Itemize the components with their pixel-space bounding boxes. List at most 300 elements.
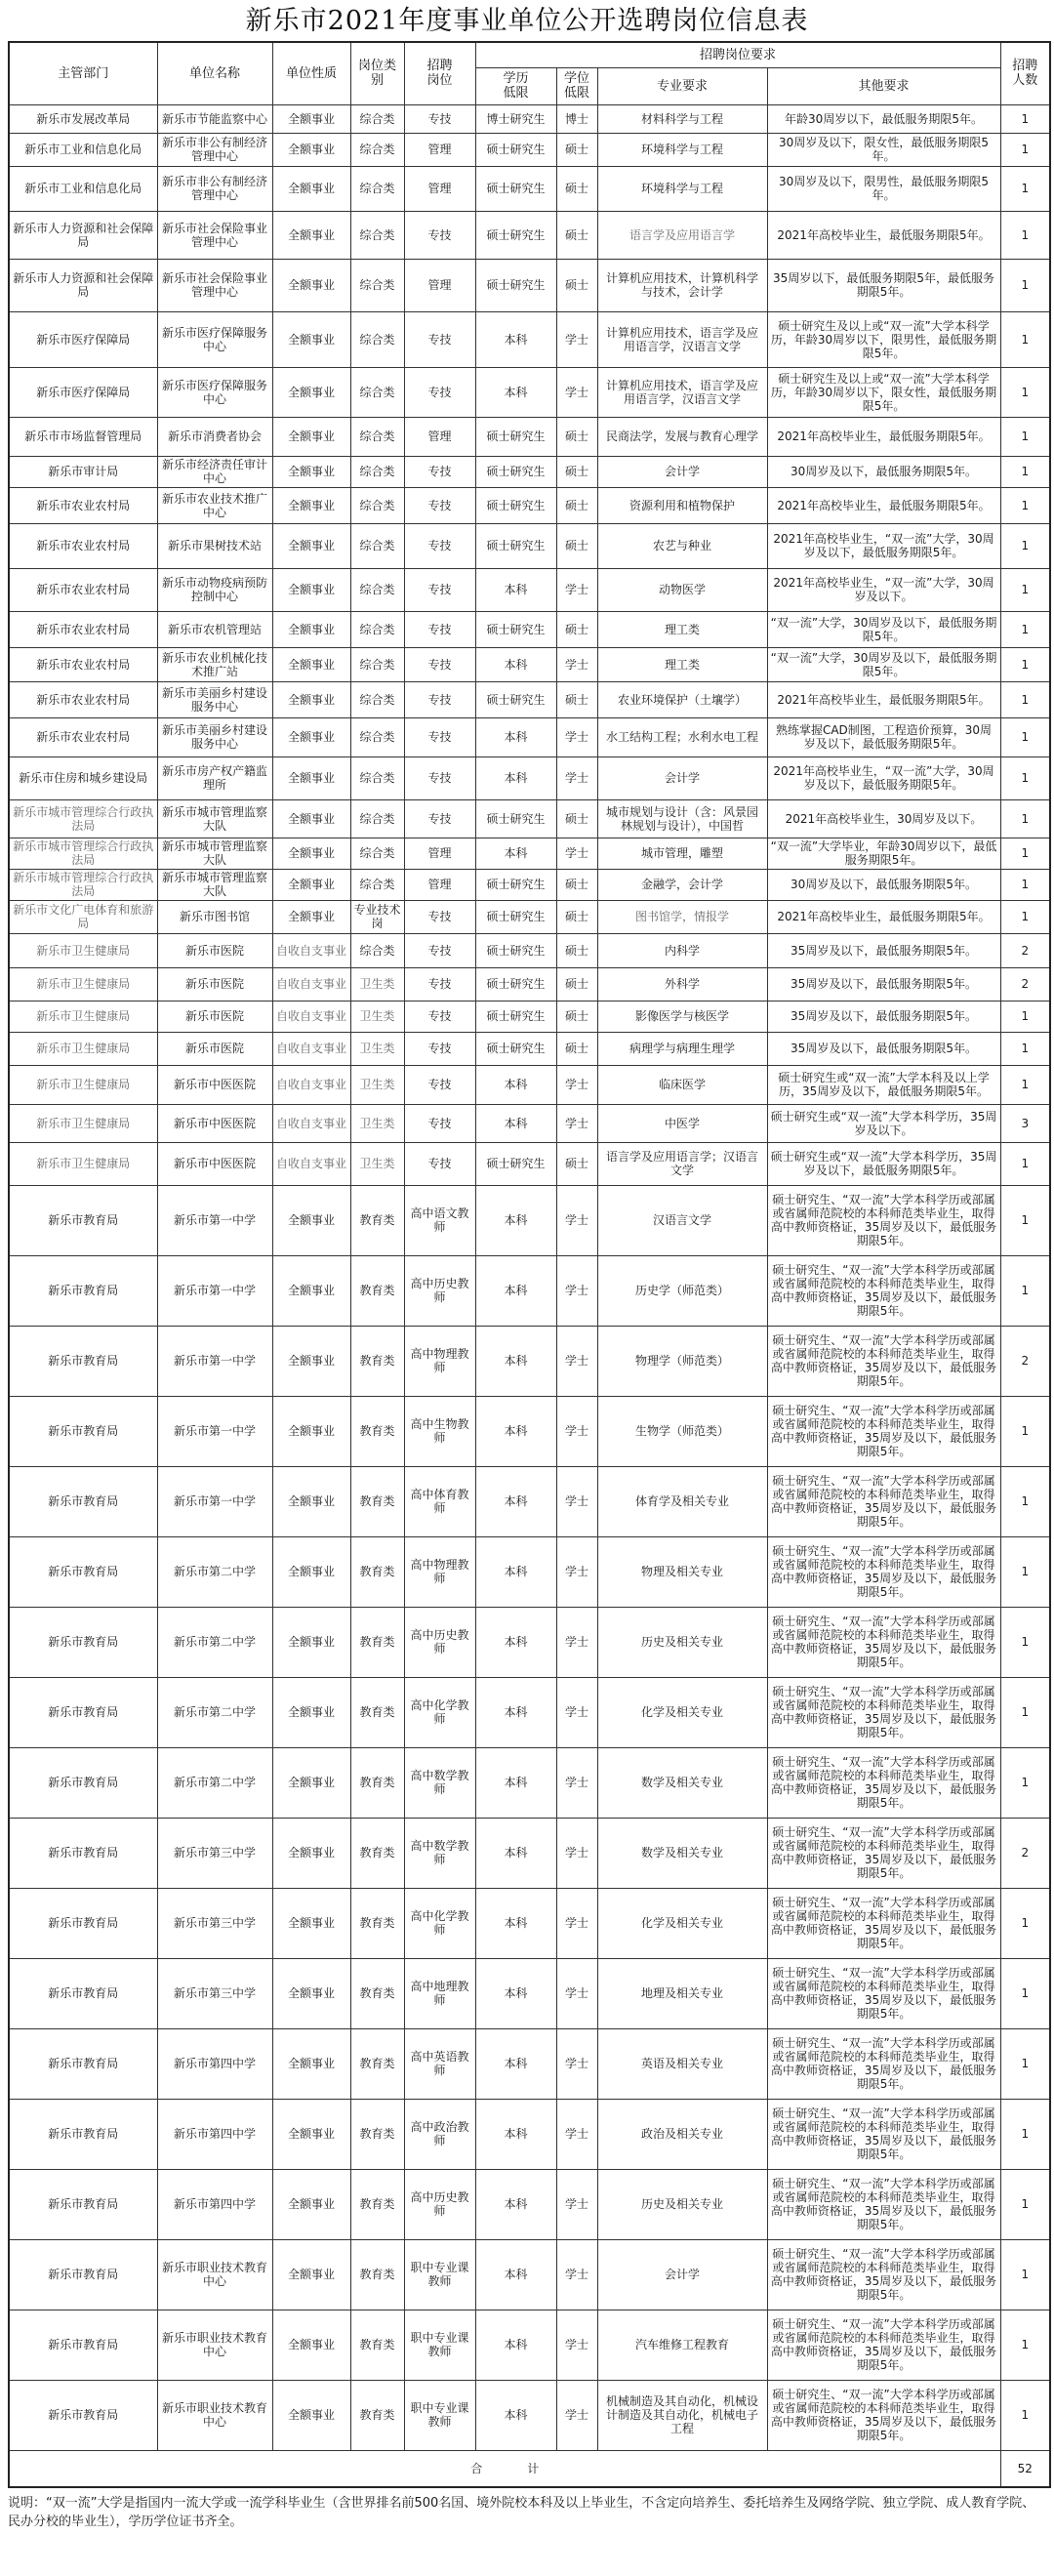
count-cell: 1 — [1000, 1255, 1050, 1326]
unit-cell: 新乐市图书馆 — [157, 900, 272, 933]
table-row — [9, 756, 1050, 799]
dept-cell: 新乐市教育局 — [9, 1466, 157, 1536]
nature-cell: 全额事业 — [272, 568, 350, 611]
unit-cell: 新乐市中医医院 — [157, 1104, 272, 1142]
other-cell: 硕士研究生、“双一流”大学本科学历或部属或省属师范院校的本科师范类毕业生，取得高中教师资格证，35周岁及以下，最低服务期限5年。 — [767, 1818, 1000, 1888]
degree-cell: 学士 — [556, 1818, 597, 1888]
dept-cell: 新乐市教育局 — [9, 1607, 157, 1677]
edu-cell: 硕士研究生 — [475, 611, 556, 647]
edu-cell: 硕士研究生 — [475, 166, 556, 211]
edu-cell: 本科 — [475, 2169, 556, 2239]
dept-cell: 新乐市发展改革局 — [9, 104, 157, 133]
degree-cell: 学士 — [556, 647, 597, 681]
unit-cell: 新乐市医疗保障服务中心 — [157, 367, 272, 417]
major-cell: 农艺与种业 — [597, 523, 767, 568]
degree-cell: 学士 — [556, 2169, 597, 2239]
table-row — [9, 2239, 1050, 2310]
degree-cell: 硕士 — [556, 211, 597, 259]
post-cell: 管理 — [404, 133, 475, 166]
post-cell: 管理 — [404, 166, 475, 211]
post-cell: 高中历史教师 — [404, 2169, 475, 2239]
edu-cell: 硕士研究生 — [475, 487, 556, 523]
other-cell: 35周岁以下，最低服务期限5年，最低服务期限5年。 — [767, 259, 1000, 311]
major-cell: 计算机应用技术，计算机科学与技术，会计学 — [597, 259, 767, 311]
other-cell: 硕士研究生及以上或“双一流”大学本科学历，年龄30周岁以下，限女性，最低服务期限5年。 — [767, 367, 1000, 417]
table-row — [9, 2099, 1050, 2169]
major-cell: 历史及相关专业 — [597, 2169, 767, 2239]
dept-cell: 新乐市教育局 — [9, 2169, 157, 2239]
dept-cell: 新乐市卫生健康局 — [9, 967, 157, 1001]
dept-cell: 新乐市农业农村局 — [9, 717, 157, 756]
category-cell: 专业技术岗 — [350, 900, 404, 933]
dept-cell: 新乐市城市管理综合行政执法局 — [9, 869, 157, 900]
table-row — [9, 1104, 1050, 1142]
post-cell: 专技 — [404, 967, 475, 1001]
category-cell: 综合类 — [350, 838, 404, 869]
table-row — [9, 2028, 1050, 2099]
dept-cell: 新乐市农业农村局 — [9, 681, 157, 717]
degree-cell: 硕士 — [556, 1032, 597, 1065]
degree-cell: 学士 — [556, 2310, 597, 2380]
edu-cell: 本科 — [475, 2239, 556, 2310]
count-cell: 1 — [1000, 756, 1050, 799]
post-cell: 高中语文教师 — [404, 1185, 475, 1255]
table-row — [9, 211, 1050, 259]
table-row — [9, 1065, 1050, 1104]
category-cell: 教育类 — [350, 1818, 404, 1888]
degree-cell: 硕士 — [556, 166, 597, 211]
post-cell: 高中历史教师 — [404, 1255, 475, 1326]
category-cell: 教育类 — [350, 1677, 404, 1747]
post-cell: 专技 — [404, 647, 475, 681]
unit-cell: 新乐市第二中学 — [157, 1747, 272, 1818]
count-cell: 1 — [1000, 1958, 1050, 2028]
nature-cell: 全额事业 — [272, 166, 350, 211]
count-cell: 1 — [1000, 487, 1050, 523]
unit-cell: 新乐市房产权产籍监理所 — [157, 756, 272, 799]
category-cell: 综合类 — [350, 647, 404, 681]
major-cell: 计算机应用技术，语言学及应用语言学，汉语言文学 — [597, 367, 767, 417]
edu-cell: 硕士研究生 — [475, 933, 556, 967]
post-cell: 专技 — [404, 487, 475, 523]
table-row — [9, 1032, 1050, 1065]
count-cell: 1 — [1000, 611, 1050, 647]
post-cell: 高中化学教师 — [404, 1888, 475, 1958]
category-cell: 综合类 — [350, 933, 404, 967]
nature-cell: 全额事业 — [272, 133, 350, 166]
dept-cell: 新乐市医疗保障局 — [9, 367, 157, 417]
count-cell: 1 — [1000, 211, 1050, 259]
nature-cell: 全额事业 — [272, 2169, 350, 2239]
category-cell: 综合类 — [350, 259, 404, 311]
degree-cell: 学士 — [556, 756, 597, 799]
count-cell: 1 — [1000, 1065, 1050, 1104]
other-cell: “双一流”大学毕业，年龄30周岁以下，最低服务期限5年。 — [767, 838, 1000, 869]
nature-cell: 全额事业 — [272, 1888, 350, 1958]
edu-cell: 本科 — [475, 2099, 556, 2169]
table-row — [9, 487, 1050, 523]
post-cell: 高中政治教师 — [404, 2099, 475, 2169]
dept-cell: 新乐市教育局 — [9, 1255, 157, 1326]
degree-cell: 学士 — [556, 2380, 597, 2450]
count-cell: 1 — [1000, 1001, 1050, 1032]
category-cell: 综合类 — [350, 611, 404, 647]
table-row — [9, 647, 1050, 681]
nature-cell: 全额事业 — [272, 2099, 350, 2169]
category-cell: 卫生类 — [350, 1065, 404, 1104]
degree-cell: 学士 — [556, 2239, 597, 2310]
edu-cell: 硕士研究生 — [475, 133, 556, 166]
category-cell: 教育类 — [350, 1607, 404, 1677]
other-cell: 硕士研究生、“双一流”大学本科学历或部属或省属师范院校的本科师范类毕业生，取得高中教师资格证，35周岁及以下，最低服务期限5年。 — [767, 2380, 1000, 2450]
post-cell: 专技 — [404, 717, 475, 756]
unit-cell: 新乐市第三中学 — [157, 1888, 272, 1958]
major-cell: 城市管理，雕塑 — [597, 838, 767, 869]
other-cell: 硕士研究生及以上或“双一流”大学本科学历，年龄30周岁以下，限男性，最低服务期限5年。 — [767, 311, 1000, 367]
category-cell: 教育类 — [350, 1888, 404, 1958]
major-cell: 外科学 — [597, 967, 767, 1001]
table-row — [9, 1466, 1050, 1536]
nature-cell: 自收自支事业 — [272, 933, 350, 967]
table-row — [9, 1001, 1050, 1032]
unit-cell: 新乐市职业技术教育中心 — [157, 2310, 272, 2380]
unit-cell: 新乐市城市管理监察大队 — [157, 838, 272, 869]
table-row — [9, 1185, 1050, 1255]
degree-cell: 学士 — [556, 838, 597, 869]
category-cell: 综合类 — [350, 456, 404, 487]
edu-cell: 本科 — [475, 1536, 556, 1607]
major-cell: 体育学及相关专业 — [597, 1466, 767, 1536]
header-count-label: 招聘人数 — [1012, 59, 1038, 89]
edu-cell: 硕士研究生 — [475, 211, 556, 259]
other-cell: 30周岁及以下，最低服务期限5年。 — [767, 456, 1000, 487]
table-row — [9, 259, 1050, 311]
edu-cell: 硕士研究生 — [475, 1032, 556, 1065]
unit-cell: 新乐市第二中学 — [157, 1536, 272, 1607]
edu-cell: 本科 — [475, 2310, 556, 2380]
dept-cell: 新乐市教育局 — [9, 1396, 157, 1466]
count-cell: 1 — [1000, 1677, 1050, 1747]
nature-cell: 全额事业 — [272, 259, 350, 311]
nature-cell: 全额事业 — [272, 1326, 350, 1396]
edu-cell: 本科 — [475, 2028, 556, 2099]
unit-cell: 新乐市医院 — [157, 967, 272, 1001]
edu-cell: 本科 — [475, 367, 556, 417]
category-cell: 教育类 — [350, 2028, 404, 2099]
unit-cell: 新乐市非公有制经济管理中心 — [157, 133, 272, 166]
nature-cell: 全额事业 — [272, 647, 350, 681]
edu-cell: 本科 — [475, 2380, 556, 2450]
degree-cell: 硕士 — [556, 259, 597, 311]
dept-cell: 新乐市教育局 — [9, 2380, 157, 2450]
edu-cell: 硕士研究生 — [475, 869, 556, 900]
table-row — [9, 1396, 1050, 1466]
post-cell: 专技 — [404, 211, 475, 259]
dept-cell: 新乐市市场监督管理局 — [9, 417, 157, 456]
count-cell: 1 — [1000, 2310, 1050, 2380]
post-cell: 职中专业课教师 — [404, 2310, 475, 2380]
count-cell: 1 — [1000, 166, 1050, 211]
degree-cell: 学士 — [556, 1747, 597, 1818]
edu-cell: 本科 — [475, 756, 556, 799]
category-cell: 教育类 — [350, 1747, 404, 1818]
other-cell: 硕士研究生、“双一流”大学本科学历或部属或省属师范院校的本科师范类毕业生，取得高中教师资格证，35周岁及以下，最低服务期限5年。 — [767, 1255, 1000, 1326]
count-cell: 1 — [1000, 367, 1050, 417]
nature-cell: 全额事业 — [272, 1185, 350, 1255]
category-cell: 综合类 — [350, 417, 404, 456]
edu-cell: 硕士研究生 — [475, 456, 556, 487]
table-row — [9, 166, 1050, 211]
count-cell: 3 — [1000, 1104, 1050, 1142]
category-cell: 综合类 — [350, 487, 404, 523]
edu-cell: 硕士研究生 — [475, 967, 556, 1001]
table-row — [9, 1326, 1050, 1396]
other-cell: 硕士研究生或“双一流”大学本科学历，35周岁及以下，最低服务期限5年。 — [767, 1142, 1000, 1185]
table-row — [9, 1142, 1050, 1185]
other-cell: 30周岁及以下，限男性，最低服务期限5年。 — [767, 166, 1000, 211]
dept-cell: 新乐市卫生健康局 — [9, 1001, 157, 1032]
count-cell: 1 — [1000, 1536, 1050, 1607]
nature-cell: 自收自支事业 — [272, 1142, 350, 1185]
count-cell: 1 — [1000, 647, 1050, 681]
nature-cell: 全额事业 — [272, 2380, 350, 2450]
category-cell: 卫生类 — [350, 967, 404, 1001]
unit-cell: 新乐市农业技术推广中心 — [157, 487, 272, 523]
count-cell: 1 — [1000, 523, 1050, 568]
count-cell: 1 — [1000, 1142, 1050, 1185]
dept-cell: 新乐市教育局 — [9, 1326, 157, 1396]
post-cell: 专技 — [404, 367, 475, 417]
post-cell: 专技 — [404, 900, 475, 933]
category-cell: 综合类 — [350, 166, 404, 211]
total-row — [9, 2450, 1050, 2487]
table-row — [9, 104, 1050, 133]
dept-cell: 新乐市住房和城乡建设局 — [9, 756, 157, 799]
major-cell: 病理学与病理生理学 — [597, 1032, 767, 1065]
count-cell: 1 — [1000, 900, 1050, 933]
dept-cell: 新乐市教育局 — [9, 1818, 157, 1888]
other-cell: 2021年高校毕业生，“双一流”大学，30周岁及以下。 — [767, 568, 1000, 611]
degree-cell: 硕士 — [556, 869, 597, 900]
count-cell: 1 — [1000, 869, 1050, 900]
major-cell: 生物学（师范类） — [597, 1396, 767, 1466]
unit-cell: 新乐市职业技术教育中心 — [157, 2380, 272, 2450]
dept-cell: 新乐市教育局 — [9, 2310, 157, 2380]
table-row — [9, 869, 1050, 900]
table-row — [9, 417, 1050, 456]
degree-cell: 学士 — [556, 1104, 597, 1142]
unit-cell: 新乐市第一中学 — [157, 1466, 272, 1536]
edu-cell: 硕士研究生 — [475, 900, 556, 933]
header-other: 其他要求 — [767, 67, 1000, 104]
nature-cell: 全额事业 — [272, 681, 350, 717]
nature-cell: 全额事业 — [272, 611, 350, 647]
unit-cell: 新乐市农机管理站 — [157, 611, 272, 647]
table-row — [9, 838, 1050, 869]
table-footer — [9, 2450, 1050, 2487]
header-degree-label: 学位低限 — [563, 71, 589, 101]
major-cell: 内科学 — [597, 933, 767, 967]
dept-cell: 新乐市城市管理综合行政执法局 — [9, 838, 157, 869]
table-row — [9, 1677, 1050, 1747]
major-cell: 语言学及应用语言学 — [597, 211, 767, 259]
dept-cell: 新乐市工业和信息化局 — [9, 166, 157, 211]
dept-cell: 新乐市教育局 — [9, 1958, 157, 2028]
dept-cell: 新乐市工业和信息化局 — [9, 133, 157, 166]
table-row — [9, 967, 1050, 1001]
category-cell: 卫生类 — [350, 1142, 404, 1185]
category-cell: 综合类 — [350, 523, 404, 568]
unit-cell: 新乐市社会保险事业管理中心 — [157, 259, 272, 311]
other-cell: 硕士研究生、“双一流”大学本科学历或部属或省属师范院校的本科师范类毕业生，取得高中教师资格证，35周岁及以下，最低服务期限5年。 — [767, 2028, 1000, 2099]
nature-cell: 全额事业 — [272, 756, 350, 799]
degree-cell: 硕士 — [556, 1001, 597, 1032]
edu-cell: 本科 — [475, 1888, 556, 1958]
dept-cell: 新乐市城市管理综合行政执法局 — [9, 799, 157, 838]
major-cell: 机械制造及其自动化，机械设计制造及其自动化，机械电子工程 — [597, 2380, 767, 2450]
post-cell: 高中数学教师 — [404, 1747, 475, 1818]
other-cell: 35周岁及以下，最低服务期限5年。 — [767, 1001, 1000, 1032]
major-cell: 环境科学与工程 — [597, 166, 767, 211]
unit-cell: 新乐市第一中学 — [157, 1185, 272, 1255]
major-cell: 政治及相关专业 — [597, 2099, 767, 2169]
other-cell: 硕士研究生、“双一流”大学本科学历或部属或省属师范院校的本科师范类毕业生，取得高中教师资格证，35周岁及以下，最低服务期限5年。 — [767, 2099, 1000, 2169]
count-cell: 1 — [1000, 2380, 1050, 2450]
unit-cell: 新乐市第三中学 — [157, 1958, 272, 2028]
nature-cell: 自收自支事业 — [272, 1104, 350, 1142]
degree-cell: 硕士 — [556, 933, 597, 967]
other-cell: 30周岁及以下，最低服务期限5年。 — [767, 869, 1000, 900]
other-cell: 硕士研究生或“双一流”大学本科及以上学历，35周岁及以下，最低服务期限5年。 — [767, 1065, 1000, 1104]
category-cell: 教育类 — [350, 1326, 404, 1396]
unit-cell: 新乐市城市管理监察大队 — [157, 869, 272, 900]
table-row — [9, 311, 1050, 367]
unit-cell: 新乐市第一中学 — [157, 1326, 272, 1396]
post-cell: 专技 — [404, 1142, 475, 1185]
category-cell: 教育类 — [350, 1466, 404, 1536]
unit-cell: 新乐市美丽乡村建设服务中心 — [157, 681, 272, 717]
major-cell: 金融学，会计学 — [597, 869, 767, 900]
category-cell: 综合类 — [350, 211, 404, 259]
major-cell: 计算机应用技术，语言学及应用语言学，汉语言文学 — [597, 311, 767, 367]
degree-cell: 学士 — [556, 367, 597, 417]
count-cell: 1 — [1000, 2099, 1050, 2169]
post-cell: 高中生物教师 — [404, 1396, 475, 1466]
other-cell: 硕士研究生、“双一流”大学本科学历或部属或省属师范院校的本科师范类毕业生，取得高中教师资格证，35周岁及以下，最低服务期限5年。 — [767, 1536, 1000, 1607]
count-cell: 1 — [1000, 311, 1050, 367]
table-row — [9, 1888, 1050, 1958]
table-row — [9, 1536, 1050, 1607]
count-cell: 1 — [1000, 1032, 1050, 1065]
table-row — [9, 1958, 1050, 2028]
unit-cell: 新乐市医院 — [157, 1001, 272, 1032]
dept-cell: 新乐市教育局 — [9, 2239, 157, 2310]
degree-cell: 学士 — [556, 1677, 597, 1747]
degree-cell: 学士 — [556, 1536, 597, 1607]
degree-cell: 学士 — [556, 1396, 597, 1466]
table-row — [9, 681, 1050, 717]
nature-cell: 全额事业 — [272, 211, 350, 259]
major-cell: 物理及相关专业 — [597, 1536, 767, 1607]
count-cell: 1 — [1000, 1185, 1050, 1255]
other-cell: 硕士研究生、“双一流”大学本科学历或部属或省属师范院校的本科师范类毕业生，取得高中教师资格证，35周岁及以下，最低服务期限5年。 — [767, 1396, 1000, 1466]
header-unit: 单位名称 — [157, 42, 272, 104]
count-cell: 1 — [1000, 1607, 1050, 1677]
nature-cell: 全额事业 — [272, 838, 350, 869]
nature-cell: 自收自支事业 — [272, 1032, 350, 1065]
edu-cell: 本科 — [475, 838, 556, 869]
dept-cell: 新乐市卫生健康局 — [9, 1032, 157, 1065]
edu-cell: 本科 — [475, 1104, 556, 1142]
post-cell: 高中数学教师 — [404, 1818, 475, 1888]
major-cell: 理工类 — [597, 611, 767, 647]
category-cell: 综合类 — [350, 568, 404, 611]
post-cell: 专技 — [404, 799, 475, 838]
degree-cell: 硕士 — [556, 1142, 597, 1185]
degree-cell: 学士 — [556, 568, 597, 611]
major-cell: 临床医学 — [597, 1065, 767, 1104]
unit-cell: 新乐市中医医院 — [157, 1065, 272, 1104]
post-cell: 管理 — [404, 259, 475, 311]
unit-cell: 新乐市消费者协会 — [157, 417, 272, 456]
table-header — [9, 42, 1050, 104]
nature-cell: 全额事业 — [272, 311, 350, 367]
count-cell: 1 — [1000, 717, 1050, 756]
header-edu-label: 学历低限 — [503, 71, 529, 101]
degree-cell: 博士 — [556, 104, 597, 133]
count-cell: 1 — [1000, 1747, 1050, 1818]
unit-cell: 新乐市第二中学 — [157, 1677, 272, 1747]
unit-cell: 新乐市中医医院 — [157, 1142, 272, 1185]
edu-cell: 硕士研究生 — [475, 799, 556, 838]
count-cell: 1 — [1000, 799, 1050, 838]
dept-cell: 新乐市农业农村局 — [9, 647, 157, 681]
nature-cell: 全额事业 — [272, 523, 350, 568]
count-cell: 1 — [1000, 681, 1050, 717]
other-cell: 35周岁及以下，最低服务期限5年。 — [767, 933, 1000, 967]
dept-cell: 新乐市卫生健康局 — [9, 1142, 157, 1185]
unit-cell: 新乐市第三中学 — [157, 1818, 272, 1888]
edu-cell: 本科 — [475, 1065, 556, 1104]
degree-cell: 学士 — [556, 1185, 597, 1255]
major-cell: 化学及相关专业 — [597, 1677, 767, 1747]
edu-cell: 本科 — [475, 717, 556, 756]
category-cell: 综合类 — [350, 869, 404, 900]
dept-cell: 新乐市农业农村局 — [9, 568, 157, 611]
major-cell: 会计学 — [597, 456, 767, 487]
unit-cell: 新乐市经济责任审计中心 — [157, 456, 272, 487]
dept-cell: 新乐市卫生健康局 — [9, 1104, 157, 1142]
category-cell: 教育类 — [350, 1255, 404, 1326]
category-cell: 教育类 — [350, 2239, 404, 2310]
other-cell: 硕士研究生、“双一流”大学本科学历或部属或省属师范院校的本科师范类毕业生，取得高中教师资格证，35周岁及以下，最低服务期限5年。 — [767, 1888, 1000, 1958]
nature-cell: 全额事业 — [272, 1818, 350, 1888]
major-cell: 英语及相关专业 — [597, 2028, 767, 2099]
post-cell: 管理 — [404, 869, 475, 900]
major-cell: 汽车维修工程教育 — [597, 2310, 767, 2380]
unit-cell: 新乐市医疗保障服务中心 — [157, 311, 272, 367]
major-cell: 数学及相关专业 — [597, 1818, 767, 1888]
dept-cell: 新乐市卫生健康局 — [9, 1065, 157, 1104]
edu-cell: 本科 — [475, 1326, 556, 1396]
other-cell: 2021年高校毕业生，“双一流”大学，30周岁及以下，最低服务期限5年。 — [767, 523, 1000, 568]
other-cell: 硕士研究生、“双一流”大学本科学历或部属或省属师范院校的本科师范类毕业生，取得高中教师资格证，35周岁及以下，最低服务期限5年。 — [767, 1326, 1000, 1396]
category-cell: 教育类 — [350, 1185, 404, 1255]
dept-cell: 新乐市教育局 — [9, 1747, 157, 1818]
degree-cell: 硕士 — [556, 417, 597, 456]
degree-cell: 学士 — [556, 1607, 597, 1677]
count-cell: 1 — [1000, 259, 1050, 311]
